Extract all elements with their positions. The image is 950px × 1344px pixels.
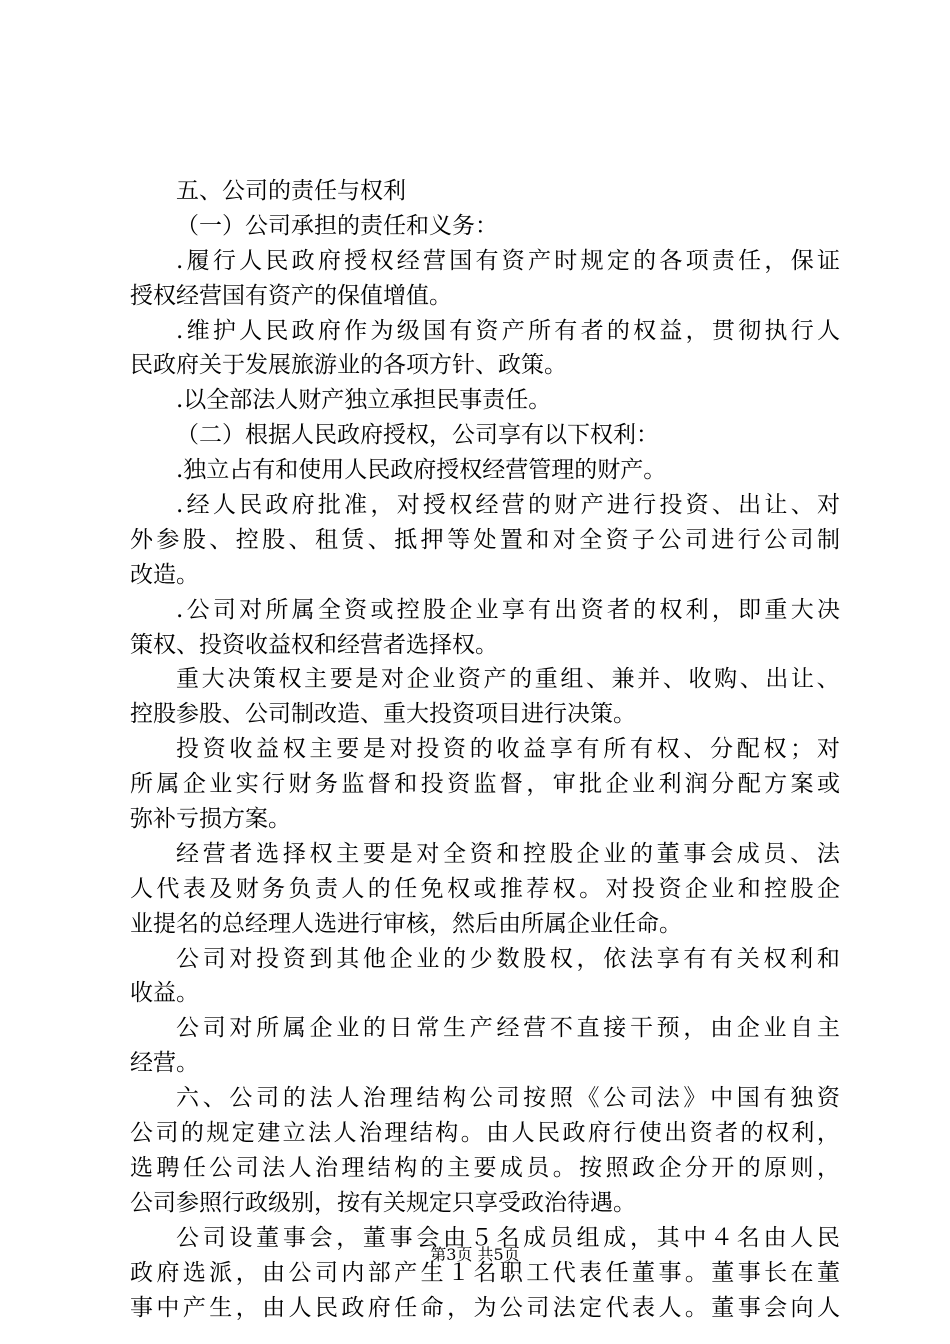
text-line: .独立占有和使用人民政府授权经营管理的财产。 [176, 457, 667, 484]
text-line: 公 司 对 所 属 企 业 的 日 常 生 产 经 营 不 直 接 干 预 ， 由 企 业 自 主 [176, 1015, 840, 1042]
text-line: 六 、 公 司 的 法 人 治 理 结 构 公 司 按 照 《 公 司 法 》 中 国 有 独 资 [176, 1085, 840, 1112]
document-body [130, 174, 840, 1325]
text-line: 政 府 选 派 ， 由 公 司 内 部 产 生 １ 名 职 工 代 表 任 董 事 。 董 事 长 在 董 [130, 1259, 840, 1286]
text-line: 经营。 [130, 1050, 199, 1077]
text-line: 事 中 产 生 ， 由 人 民 政 府 任 命 ， 为 公 司 法 定 代 表 人 。 董 事 会 向 人 [130, 1294, 840, 1321]
text-line: .以全部法人财产独立承担民事责任。 [176, 387, 552, 414]
text-line: 五、公司的责任与权利 [176, 178, 406, 204]
text-line: 公司参照行政级别，按有关规定只享受政治待遇。 [130, 1189, 636, 1216]
text-line: 改造。 [130, 561, 199, 588]
text-line: 经 营 者 选 择 权 主 要 是 对 全 资 和 控 股 企 业 的 董 事 会 成 员 、 法 [176, 840, 840, 867]
text-line: 弥补亏损方案。 [130, 806, 291, 833]
text-line: 民政府关于发展旅游业的各项方针、政策。 [130, 352, 567, 379]
text-line: . 公 司 对 所 属 全 资 或 控 股 企 业 享 有 出 资 者 的 权 利 ， 即 重 大 决 [176, 596, 840, 623]
text-line: 公 司 对 投 资 到 其 他 企 业 的 少 数 股 权 ， 依 法 享 有 有 关 权 利 和 [176, 945, 840, 972]
text-line: 重 大 决 策 权 主 要 是 对 企 业 资 产 的 重 组 、 兼 并 、 收 购 、 出 让 、 [176, 666, 840, 693]
text-line: （二）根据人民政府授权，公司享有以下权利： [176, 422, 659, 449]
text-line: 控股参股、公司制改造、重大投资项目进行决策。 [130, 701, 636, 728]
text-line: . 经 人 民 政 府 批 准 ， 对 授 权 经 营 的 财 产 进 行 投 资 、 出 让 、 对 [176, 492, 840, 519]
text-line: 人 代 表 及 财 务 负 责 人 的 任 免 权 或 推 荐 权 。 对 投 资 企 业 和 控 股 企 [130, 875, 840, 902]
page-footer: 第3页 共5页 [430, 1245, 520, 1264]
text-line: 公 司 设 董 事 会 ， 董 事 会 由 ５ 名 成 员 组 成 ， 其 中 ４ 名 由 人 民 [176, 1224, 840, 1251]
text-line: . 维 护 人 民 政 府 作 为 级 国 有 资 产 所 有 者 的 权 益 ， 贯 彻 执 行 人 [176, 317, 840, 344]
text-line: 收益。 [130, 980, 199, 1007]
text-line: 外 参 股 、 控 股 、 租 赁 、 抵 押 等 处 置 和 对 全 资 子 公 司 进 行 公 司 制 [130, 526, 840, 553]
text-line: （一）公司承担的责任和义务： [176, 212, 498, 239]
text-line: 策权、投资收益权和经营者选择权。 [130, 631, 498, 658]
text-line: 授权经营国有资产的保值增值。 [130, 282, 452, 309]
text-line: . 履 行 人 民 政 府 授 权 经 营 国 有 资 产 时 规 定 的 各 项 责 任 ， 保 证 [176, 247, 840, 274]
text-line: 投 资 收 益 权 主 要 是 对 投 资 的 收 益 享 有 所 有 权 、 分 配 权 ； 对 [176, 736, 840, 763]
text-line: 选 聘 任 公 司 法 人 治 理 结 构 的 主 要 成 员 。 按 照 政 企 分 开 的 原 则 ， [130, 1154, 840, 1181]
text-line: 所 属 企 业 实 行 财 务 监 督 和 投 资 监 督 ， 审 批 企 业 利 润 分 配 方 案 或 [130, 771, 840, 798]
text-line: 公 司 的 规 定 建 立 法 人 治 理 结 构 。 由 人 民 政 府 行 使 出 资 者 的 权 利 ， [130, 1120, 840, 1147]
text-line: 业提名的总经理人选进行审核，然后由所属企业任命。 [130, 910, 682, 937]
